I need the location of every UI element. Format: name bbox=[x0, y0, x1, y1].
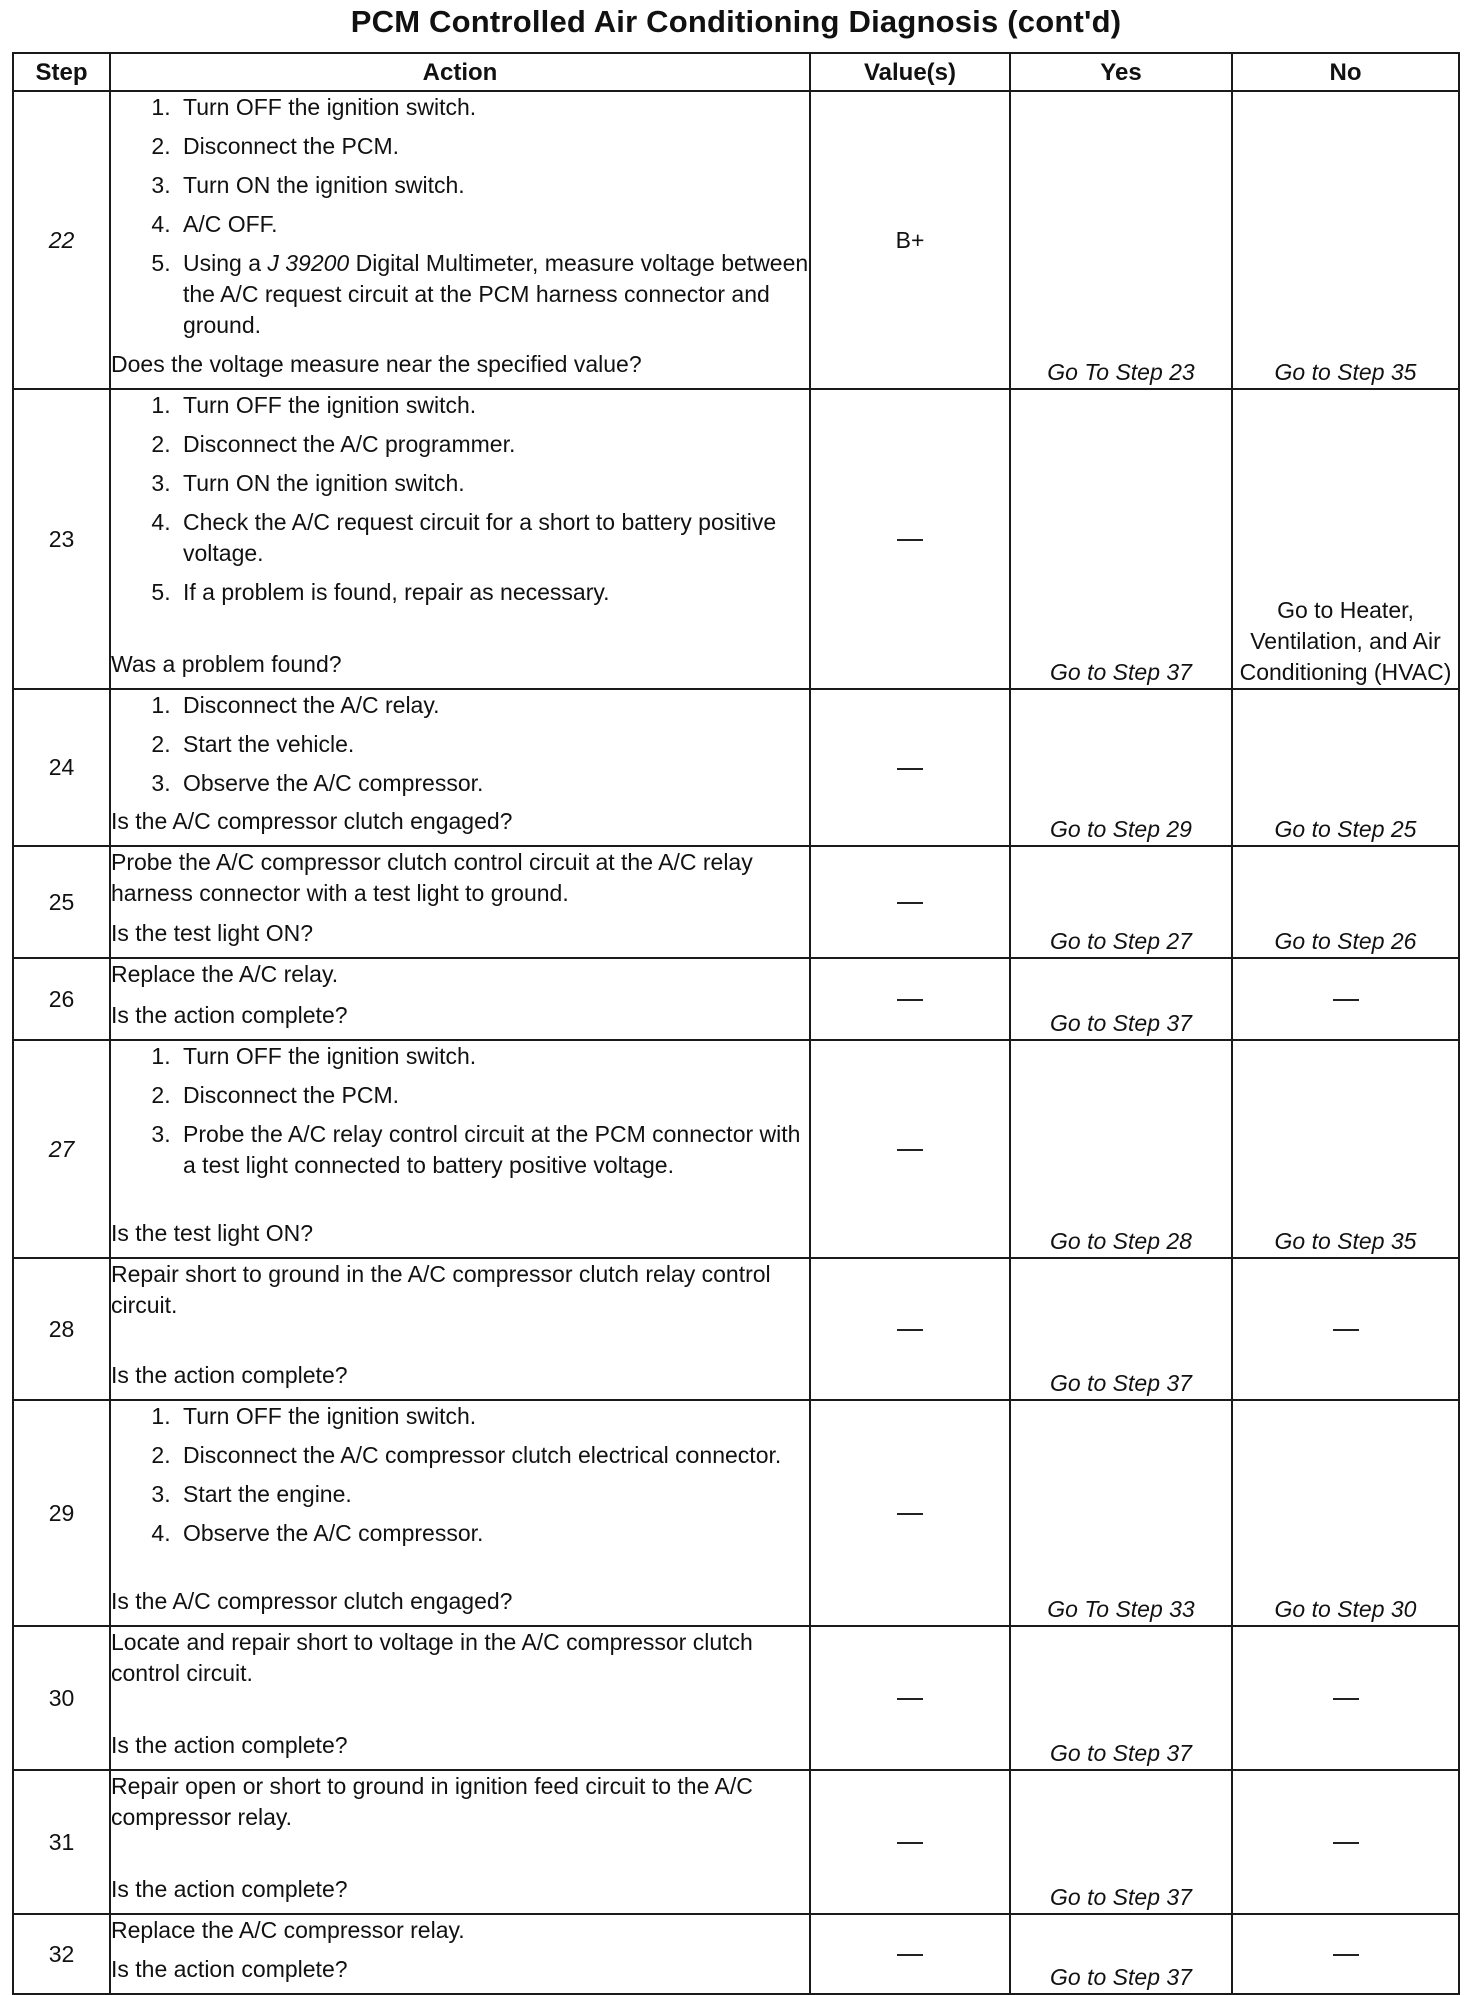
yes-cell: Go To Step 33 bbox=[1010, 1400, 1232, 1626]
no-cell bbox=[1232, 1626, 1459, 1770]
header-yes: Yes bbox=[1010, 53, 1232, 91]
action-cell bbox=[110, 91, 810, 389]
yes-cell: Go to Step 27 bbox=[1010, 846, 1232, 958]
list-item-text: Using a bbox=[183, 250, 268, 276]
list-item: 3. Observe the A/C compressor. bbox=[177, 768, 809, 799]
yes-cell: Go to Step 28 bbox=[1010, 1040, 1232, 1258]
step-number: 26 bbox=[13, 958, 110, 1040]
diagnosis-table bbox=[12, 52, 1460, 1995]
value-cell bbox=[810, 389, 1010, 689]
action-question: Is the test light ON? bbox=[111, 920, 313, 946]
action-cell bbox=[110, 1626, 810, 1770]
dash-mark bbox=[897, 1698, 923, 1700]
action-text: Locate and repair short to voltage in the A/C compressor clutch control circuit. bbox=[111, 1629, 753, 1686]
step-number: 24 bbox=[13, 689, 110, 846]
step-number: 27 bbox=[13, 1040, 110, 1258]
action-cell bbox=[110, 1770, 810, 1914]
step-number: 25 bbox=[13, 846, 110, 958]
page-title: PCM Controlled Air Conditioning Diagnosis (cont'd) bbox=[350, 4, 1122, 39]
dash-mark bbox=[1333, 1329, 1359, 1331]
value-cell bbox=[810, 1770, 1010, 1914]
dash-mark bbox=[897, 1842, 923, 1844]
step-number: 23 bbox=[13, 389, 110, 689]
no-cell: Go to Step 35 bbox=[1232, 91, 1459, 389]
action-question: Was a problem found? bbox=[111, 651, 342, 677]
action-question: Is the action complete? bbox=[111, 1876, 348, 1902]
no-cell: Go to Step 35 bbox=[1232, 1040, 1459, 1258]
header-values: Value(s) bbox=[810, 53, 1010, 91]
dash-mark bbox=[897, 1149, 923, 1151]
list-item: 2. Disconnect the PCM. bbox=[177, 131, 809, 162]
action-question: Is the action complete? bbox=[111, 1002, 348, 1028]
action-question: Is the action complete? bbox=[111, 1956, 348, 1982]
dash-mark bbox=[897, 902, 923, 904]
step-number: 28 bbox=[13, 1258, 110, 1400]
list-item: 2. Disconnect the A/C compressor clutch electrical connector. bbox=[177, 1440, 809, 1471]
table-row bbox=[13, 958, 1459, 1040]
action-text: Repair short to ground in the A/C compressor clutch relay control circuit. bbox=[111, 1261, 771, 1318]
no-cell bbox=[1232, 1914, 1459, 1994]
dash-mark bbox=[897, 539, 923, 541]
header-action: Action bbox=[110, 53, 810, 91]
list-item: 4. Observe the A/C compressor. bbox=[177, 1518, 809, 1549]
step-number: 22 bbox=[13, 91, 110, 389]
value-cell bbox=[810, 958, 1010, 1040]
no-cell bbox=[1232, 1258, 1459, 1400]
value-cell bbox=[810, 846, 1010, 958]
list-item: 2. Disconnect the PCM. bbox=[177, 1080, 809, 1111]
action-text: Replace the A/C compressor relay. bbox=[111, 1917, 465, 1943]
action-cell bbox=[110, 1040, 810, 1258]
action-cell bbox=[110, 389, 810, 689]
action-text: Replace the A/C relay. bbox=[111, 961, 339, 987]
action-cell bbox=[110, 1914, 810, 1994]
table-row bbox=[13, 1258, 1459, 1400]
list-item-text: Digital Multimeter, measure voltage between the A/C request circuit at the PCM harness connector and ground. bbox=[183, 250, 809, 338]
table-row bbox=[13, 846, 1459, 958]
dash-mark bbox=[897, 768, 923, 770]
tool-name: J 39200 bbox=[267, 250, 350, 276]
dash-mark bbox=[1333, 1698, 1359, 1700]
step-number: 32 bbox=[13, 1914, 110, 1994]
yes-cell: Go To Step 23 bbox=[1010, 91, 1232, 389]
action-steps-list bbox=[111, 1401, 809, 1549]
value-cell bbox=[810, 1626, 1010, 1770]
value-cell bbox=[810, 1258, 1010, 1400]
action-steps-list bbox=[111, 690, 809, 799]
list-item: 2. Start the vehicle. bbox=[177, 729, 809, 760]
table-header-row bbox=[13, 53, 1459, 91]
list-item bbox=[177, 248, 809, 341]
value-cell bbox=[810, 689, 1010, 846]
table-row bbox=[13, 1770, 1459, 1914]
dash-mark bbox=[897, 999, 923, 1001]
step-number: 29 bbox=[13, 1400, 110, 1626]
yes-cell: Go to Step 37 bbox=[1010, 958, 1232, 1040]
no-cell bbox=[1232, 389, 1459, 689]
table-row bbox=[13, 689, 1459, 846]
action-cell bbox=[110, 846, 810, 958]
action-steps-list bbox=[111, 390, 809, 608]
action-question: Is the A/C compressor clutch engaged? bbox=[111, 1588, 513, 1614]
action-question: Is the test light ON? bbox=[111, 1220, 313, 1246]
action-text: Probe the A/C compressor clutch control circuit at the A/C relay harness connector with a test light to ground. bbox=[111, 849, 753, 906]
value-cell bbox=[810, 1914, 1010, 1994]
list-item: 2. Disconnect the A/C programmer. bbox=[177, 429, 809, 460]
dash-mark bbox=[897, 1329, 923, 1331]
table-row bbox=[13, 1040, 1459, 1258]
list-item: 3. Start the engine. bbox=[177, 1479, 809, 1510]
table-row bbox=[13, 389, 1459, 689]
yes-cell: Go to Step 37 bbox=[1010, 1626, 1232, 1770]
no-cell: Go to Step 26 bbox=[1232, 846, 1459, 958]
step-number: 30 bbox=[13, 1626, 110, 1770]
action-cell bbox=[110, 1400, 810, 1626]
table-row bbox=[13, 1626, 1459, 1770]
list-item: 3. Turn ON the ignition switch. bbox=[177, 170, 809, 201]
dash-mark bbox=[1333, 1954, 1359, 1956]
list-item: 1. Turn OFF the ignition switch. bbox=[177, 1041, 809, 1072]
action-question: Is the A/C compressor clutch engaged? bbox=[111, 808, 513, 834]
action-question: Is the action complete? bbox=[111, 1362, 348, 1388]
action-question: Does the voltage measure near the specified value? bbox=[111, 351, 642, 377]
value-cell bbox=[810, 1040, 1010, 1258]
dash-mark bbox=[1333, 1842, 1359, 1844]
yes-cell: Go to Step 37 bbox=[1010, 1770, 1232, 1914]
no-cell bbox=[1232, 958, 1459, 1040]
list-item: 1. Turn OFF the ignition switch. bbox=[177, 390, 809, 421]
list-item: 1. Disconnect the A/C relay. bbox=[177, 690, 809, 721]
header-step: Step bbox=[13, 53, 110, 91]
table-row bbox=[13, 1400, 1459, 1626]
no-cell: Go to Step 30 bbox=[1232, 1400, 1459, 1626]
table-row bbox=[13, 91, 1459, 389]
yes-cell: Go to Step 37 bbox=[1010, 389, 1232, 689]
dash-mark bbox=[1333, 999, 1359, 1001]
action-cell bbox=[110, 689, 810, 846]
action-steps-list bbox=[111, 1041, 809, 1181]
yes-cell: Go to Step 29 bbox=[1010, 689, 1232, 846]
list-item: 3. Turn ON the ignition switch. bbox=[177, 468, 809, 499]
step-number: 31 bbox=[13, 1770, 110, 1914]
value-cell bbox=[810, 1400, 1010, 1626]
action-cell bbox=[110, 958, 810, 1040]
action-question: Is the action complete? bbox=[111, 1732, 348, 1758]
no-cell: Go to Step 25 bbox=[1232, 689, 1459, 846]
list-item: 3. Probe the A/C relay control circuit at the PCM connector with a test light connected to battery positive voltage. bbox=[177, 1119, 809, 1181]
action-steps-list bbox=[111, 92, 809, 341]
table-row bbox=[13, 1914, 1459, 1994]
list-item: 5. If a problem is found, repair as necessary. bbox=[177, 577, 809, 608]
action-cell bbox=[110, 1258, 810, 1400]
yes-cell: Go to Step 37 bbox=[1010, 1914, 1232, 1994]
list-item: 1. Turn OFF the ignition switch. bbox=[177, 92, 809, 123]
action-text: Repair open or short to ground in ignition feed circuit to the A/C compressor relay. bbox=[111, 1773, 753, 1830]
no-cell-text: Go to Heater, Ventilation, and Air Conditioning (HVAC) bbox=[1239, 597, 1452, 685]
list-item: 4. Check the A/C request circuit for a short to battery positive voltage. bbox=[177, 507, 809, 569]
no-cell bbox=[1232, 1770, 1459, 1914]
dash-mark bbox=[897, 1513, 923, 1515]
yes-cell: Go to Step 37 bbox=[1010, 1258, 1232, 1400]
list-item: 4. A/C OFF. bbox=[177, 209, 809, 240]
dash-mark bbox=[897, 1954, 923, 1956]
header-no: No bbox=[1232, 53, 1459, 91]
list-item: 1. Turn OFF the ignition switch. bbox=[177, 1401, 809, 1432]
value-cell: B+ bbox=[810, 91, 1010, 389]
